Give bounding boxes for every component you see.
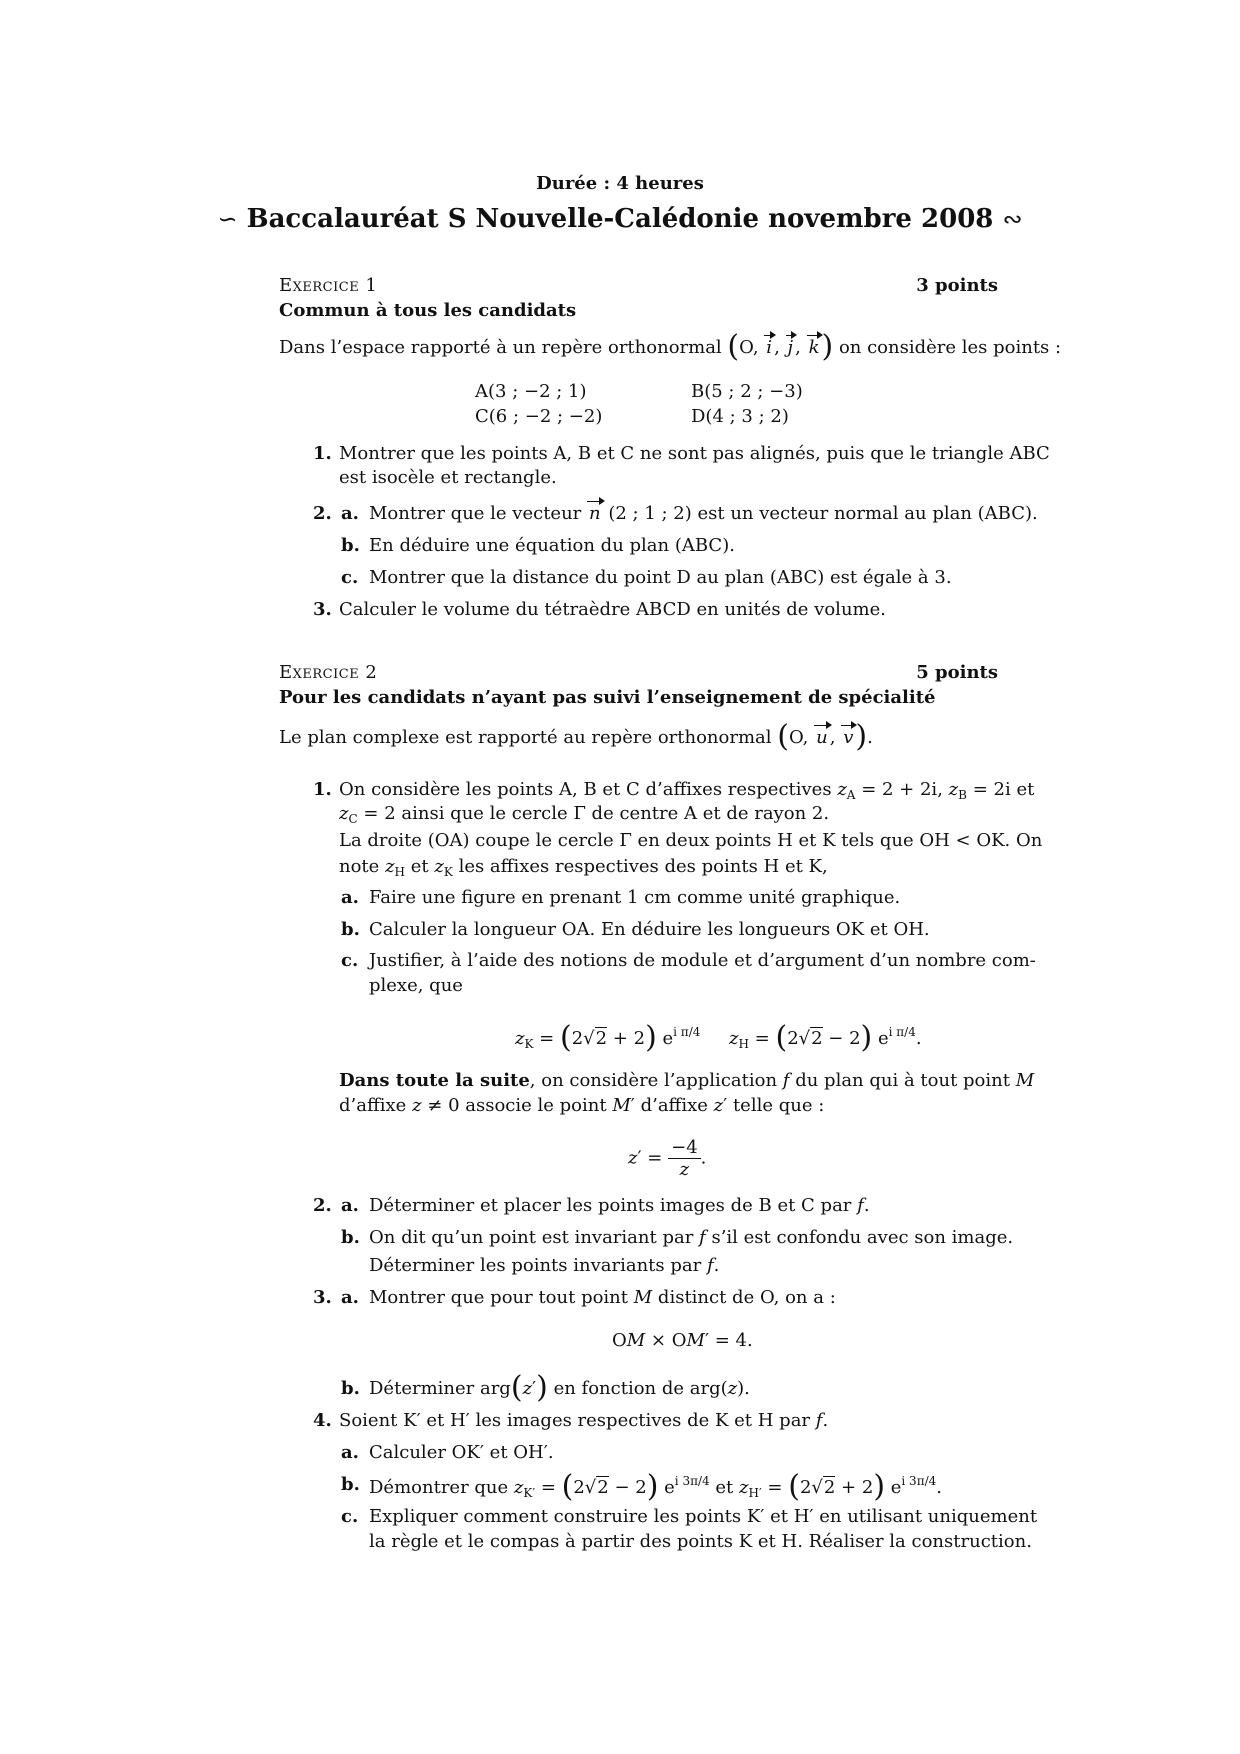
ex2-q4: Soient K′ et H′ les images respectives de K et H par f. (339, 1410, 829, 1431)
ex1-q2a-pre: Montrer que le vecteur (369, 503, 582, 524)
suite-l2a: d’affixe (339, 1095, 407, 1116)
suite-l2c: d’affixe (640, 1095, 708, 1116)
ex2-q1a: Faire une figure en prenant 1 cm comme unité graphique. (369, 887, 901, 908)
page-title (0, 204, 1240, 234)
ex2-q1-l4b: et (410, 856, 429, 877)
ex2-q1-line3: La droite (OA) coupe le cercle Γ en deux points H et K tels que OH < OK. On (339, 830, 1043, 851)
vec-v: v (843, 727, 854, 748)
point-a: A(3 ; −2 ; 1) (475, 381, 587, 402)
ex2-q2b-line2: Déterminer les points invariants par f. (369, 1255, 720, 1276)
point-c: C(6 ; −2 ; −2) (475, 406, 603, 427)
ex2-q4b-et: et (715, 1477, 734, 1498)
ex2-q1-l1a: On considère les points A, B et C d’affixes respectives (339, 779, 832, 800)
ex1-name: Exercice 1 (279, 275, 378, 296)
ex2-q3a: Montrer que pour tout point M distinct de O, on a : (369, 1287, 836, 1308)
formula-zprime: z′ = $\frac{-4}{z}$ . (628, 1137, 707, 1180)
ex2-q1c-line1: Justifier, à l’aide des notions de module et d’argument d’un nombre com- (369, 950, 1036, 971)
ex2-q3b-a: Déterminer arg (369, 1378, 511, 1399)
formula-zk-zh: $z_K = (2√2 + 2)$ $e^{i \pi/4}$ $z_H = (2√2 - 2)$ $e^{i \pi/4}$. (515, 1020, 922, 1055)
ex2-q4b-label: b. (341, 1474, 360, 1495)
duration-line: Durée : 4 heures (536, 173, 704, 194)
ex2-q1b-label: b. (341, 919, 360, 940)
ex2-q4b-text: Démontrer que (369, 1477, 509, 1498)
ex2-q4-a: Soient K′ et H′ les images respectives de K et H par (339, 1410, 811, 1431)
ex1-q2b: En déduire une équation du plan (ABC). (369, 535, 735, 556)
ex2-q4a: Calculer OK′ et OH′. (369, 1442, 554, 1463)
ex2-q1-l4c: les affixes respectives des points H et K, (458, 856, 828, 877)
ex1-points: 3 points (916, 275, 998, 296)
suite-bold: Dans toute la suite (339, 1070, 530, 1091)
ex2-q2a-text: Déterminer et placer les points images de B et C par (369, 1195, 852, 1216)
ex1-header (279, 275, 998, 296)
suite-line2: d’affixe z ≠ 0 associe le point M′ d’affixe z′ telle que : (339, 1095, 825, 1116)
vec-k: k (808, 337, 820, 358)
vec-n: n (589, 503, 601, 524)
ex2-q4b: Démontrer que $z_{K'} = (2√2 - 2)$ $e^{i 3\pi/4}$ et $z_{H'} = (2√2 + 2)$ $e^{i 3\pi/4}$. (369, 1469, 942, 1504)
ex2-q1c-line2: plexe, que (369, 975, 463, 996)
ex1-subtitle: Commun à tous les candidats (279, 300, 577, 321)
ex2-q1-line2: $z_C = 2$ ainsi que le cercle Γ de centre A et de rayon 2. (339, 803, 830, 826)
ex2-q2a: Déterminer et placer les points images de B et C par f. (369, 1195, 870, 1216)
suite-l1b: du plan qui à tout point (795, 1070, 1010, 1091)
ex1-intro-a: Dans l’espace rapporté à un repère orthonormal (279, 337, 722, 358)
ex1-q2a-label: a. (341, 503, 359, 524)
ex2-q2b-l1b: s’il est confondu avec son image. (711, 1227, 1014, 1248)
ex2-q4a-label: a. (341, 1442, 359, 1463)
ex2-q3-num: 3. (313, 1287, 332, 1308)
ex2-q1b: Calculer la longueur OA. En déduire les longueurs OK et OH. (369, 919, 930, 940)
ex2-q3b: Déterminer arg(z′) en fonction de arg(z). (369, 1370, 750, 1405)
ex1-q1-num: 1. (313, 443, 332, 464)
ex1-q1-line2: est isocèle et rectangle. (339, 467, 557, 488)
ex2-q1c-label: c. (341, 950, 359, 971)
ex2-header (279, 662, 998, 683)
ex2-intro-text: Le plan complexe est rapporté au repère orthonormal (279, 727, 772, 748)
ex2-q2a-label: a. (341, 1195, 359, 1216)
ex2-intro: Le plan complexe est rapporté au repère orthonormal (O, u , v). (279, 719, 873, 754)
ex2-q2b-l2: Déterminer les points invariants par (369, 1255, 702, 1276)
ex2-q4-num: 4. (313, 1410, 332, 1431)
ex1-q2-num: 2. (313, 503, 332, 524)
formula-om: OM × OM′ = 4. (612, 1330, 753, 1351)
ex2-q1-l2: = 2 ainsi que le cercle Γ de centre A et de rayon 2. (363, 803, 830, 824)
ornament-right-icon: ∾ (1002, 205, 1023, 233)
ex2-q4c-line1: Expliquer comment construire les points K′ et H′ en utilisant uniquement (369, 1506, 1038, 1527)
ex2-q1-num: 1. (313, 779, 332, 800)
ex2-q3b-b: en fonction de arg( (553, 1378, 728, 1399)
vec-j: j (787, 337, 794, 358)
vec-u: u (816, 727, 828, 748)
ex1-q2c-label: c. (341, 567, 359, 588)
suite-l2d: telle que : (732, 1095, 825, 1116)
ex2-q1-line4: note $z_H$ et $z_K$ les affixes respectives des points H et K, (339, 856, 828, 879)
ex2-q1-line1: On considère les points A, B et C d’affixes respectives $z_A = 2 + 2i$, $z_B = 2i$ et (339, 779, 1035, 802)
ex2-q4c-label: c. (341, 1506, 359, 1527)
ex2-q3a-b: distinct de O, on a : (657, 1287, 836, 1308)
ex1-q1-line1: Montrer que les points A, B et C ne sont pas alignés, puis que le triangle ABC (339, 443, 1050, 464)
ex2-q2-num: 2. (313, 1195, 332, 1216)
ex2-q3b-label: b. (341, 1378, 360, 1399)
ex2-q1a-label: a. (341, 887, 359, 908)
point-d: D(4 ; 3 ; 2) (691, 406, 789, 427)
ex1-q3: Calculer le volume du tétraèdre ABCD en unités de volume. (339, 599, 886, 620)
ex1-intro: Dans l’espace rapporté à un repère orthonormal (O, i , j , k) on considère les points : (279, 329, 1062, 364)
vec-i: i (766, 337, 773, 358)
ex2-q3a-label: a. (341, 1287, 359, 1308)
ex2-q4c-line2: la règle et le compas à partir des points K et H. Réaliser la construction. (369, 1531, 1032, 1552)
ex2-q2b-line1: On dit qu’un point est invariant par f s’il est confondu avec son image. (369, 1227, 1014, 1248)
suite-line1: Dans toute la suite, on considère l’application f du plan qui à tout point M (339, 1070, 1035, 1091)
ex2-q3a-a: Montrer que pour tout point (369, 1287, 629, 1308)
point-b: B(5 ; 2 ; −3) (691, 381, 803, 402)
ex1-q2a (369, 503, 1038, 524)
ex2-points: 5 points (916, 662, 998, 683)
ex1-q2a-post: (2 ; 1 ; 2) est un vecteur normal au plan (ABC). (608, 503, 1038, 524)
ex1-q2c: Montrer que la distance du point D au plan (ABC) est égale à 3. (369, 567, 952, 588)
ex2-q1-l1b: = 2 + 2i, (861, 779, 943, 800)
ornament-left-icon: ∽ (217, 205, 238, 233)
suite-l2b: ≠ 0 associe le point (427, 1095, 607, 1116)
title-text: Baccalauréat S Nouvelle-Calédonie novembre 2008 (246, 204, 994, 234)
ex1-q3-num: 3. (313, 599, 332, 620)
ex2-q1-l4a: note (339, 856, 380, 877)
suite-l1: , on considère l’application (529, 1070, 778, 1091)
ex1-q2b-label: b. (341, 535, 360, 556)
ex2-q2b-label: b. (341, 1227, 360, 1248)
ex2-subtitle: Pour les candidats n’ayant pas suivi l’enseignement de spécialité (279, 687, 936, 708)
ex2-q1-l1c: = 2i et (972, 779, 1035, 800)
ex2-q2b-l1a: On dit qu’un point est invariant par (369, 1227, 694, 1248)
ex1-intro-b: on considère les points : (838, 337, 1062, 358)
ex2-name: Exercice 2 (279, 662, 378, 683)
